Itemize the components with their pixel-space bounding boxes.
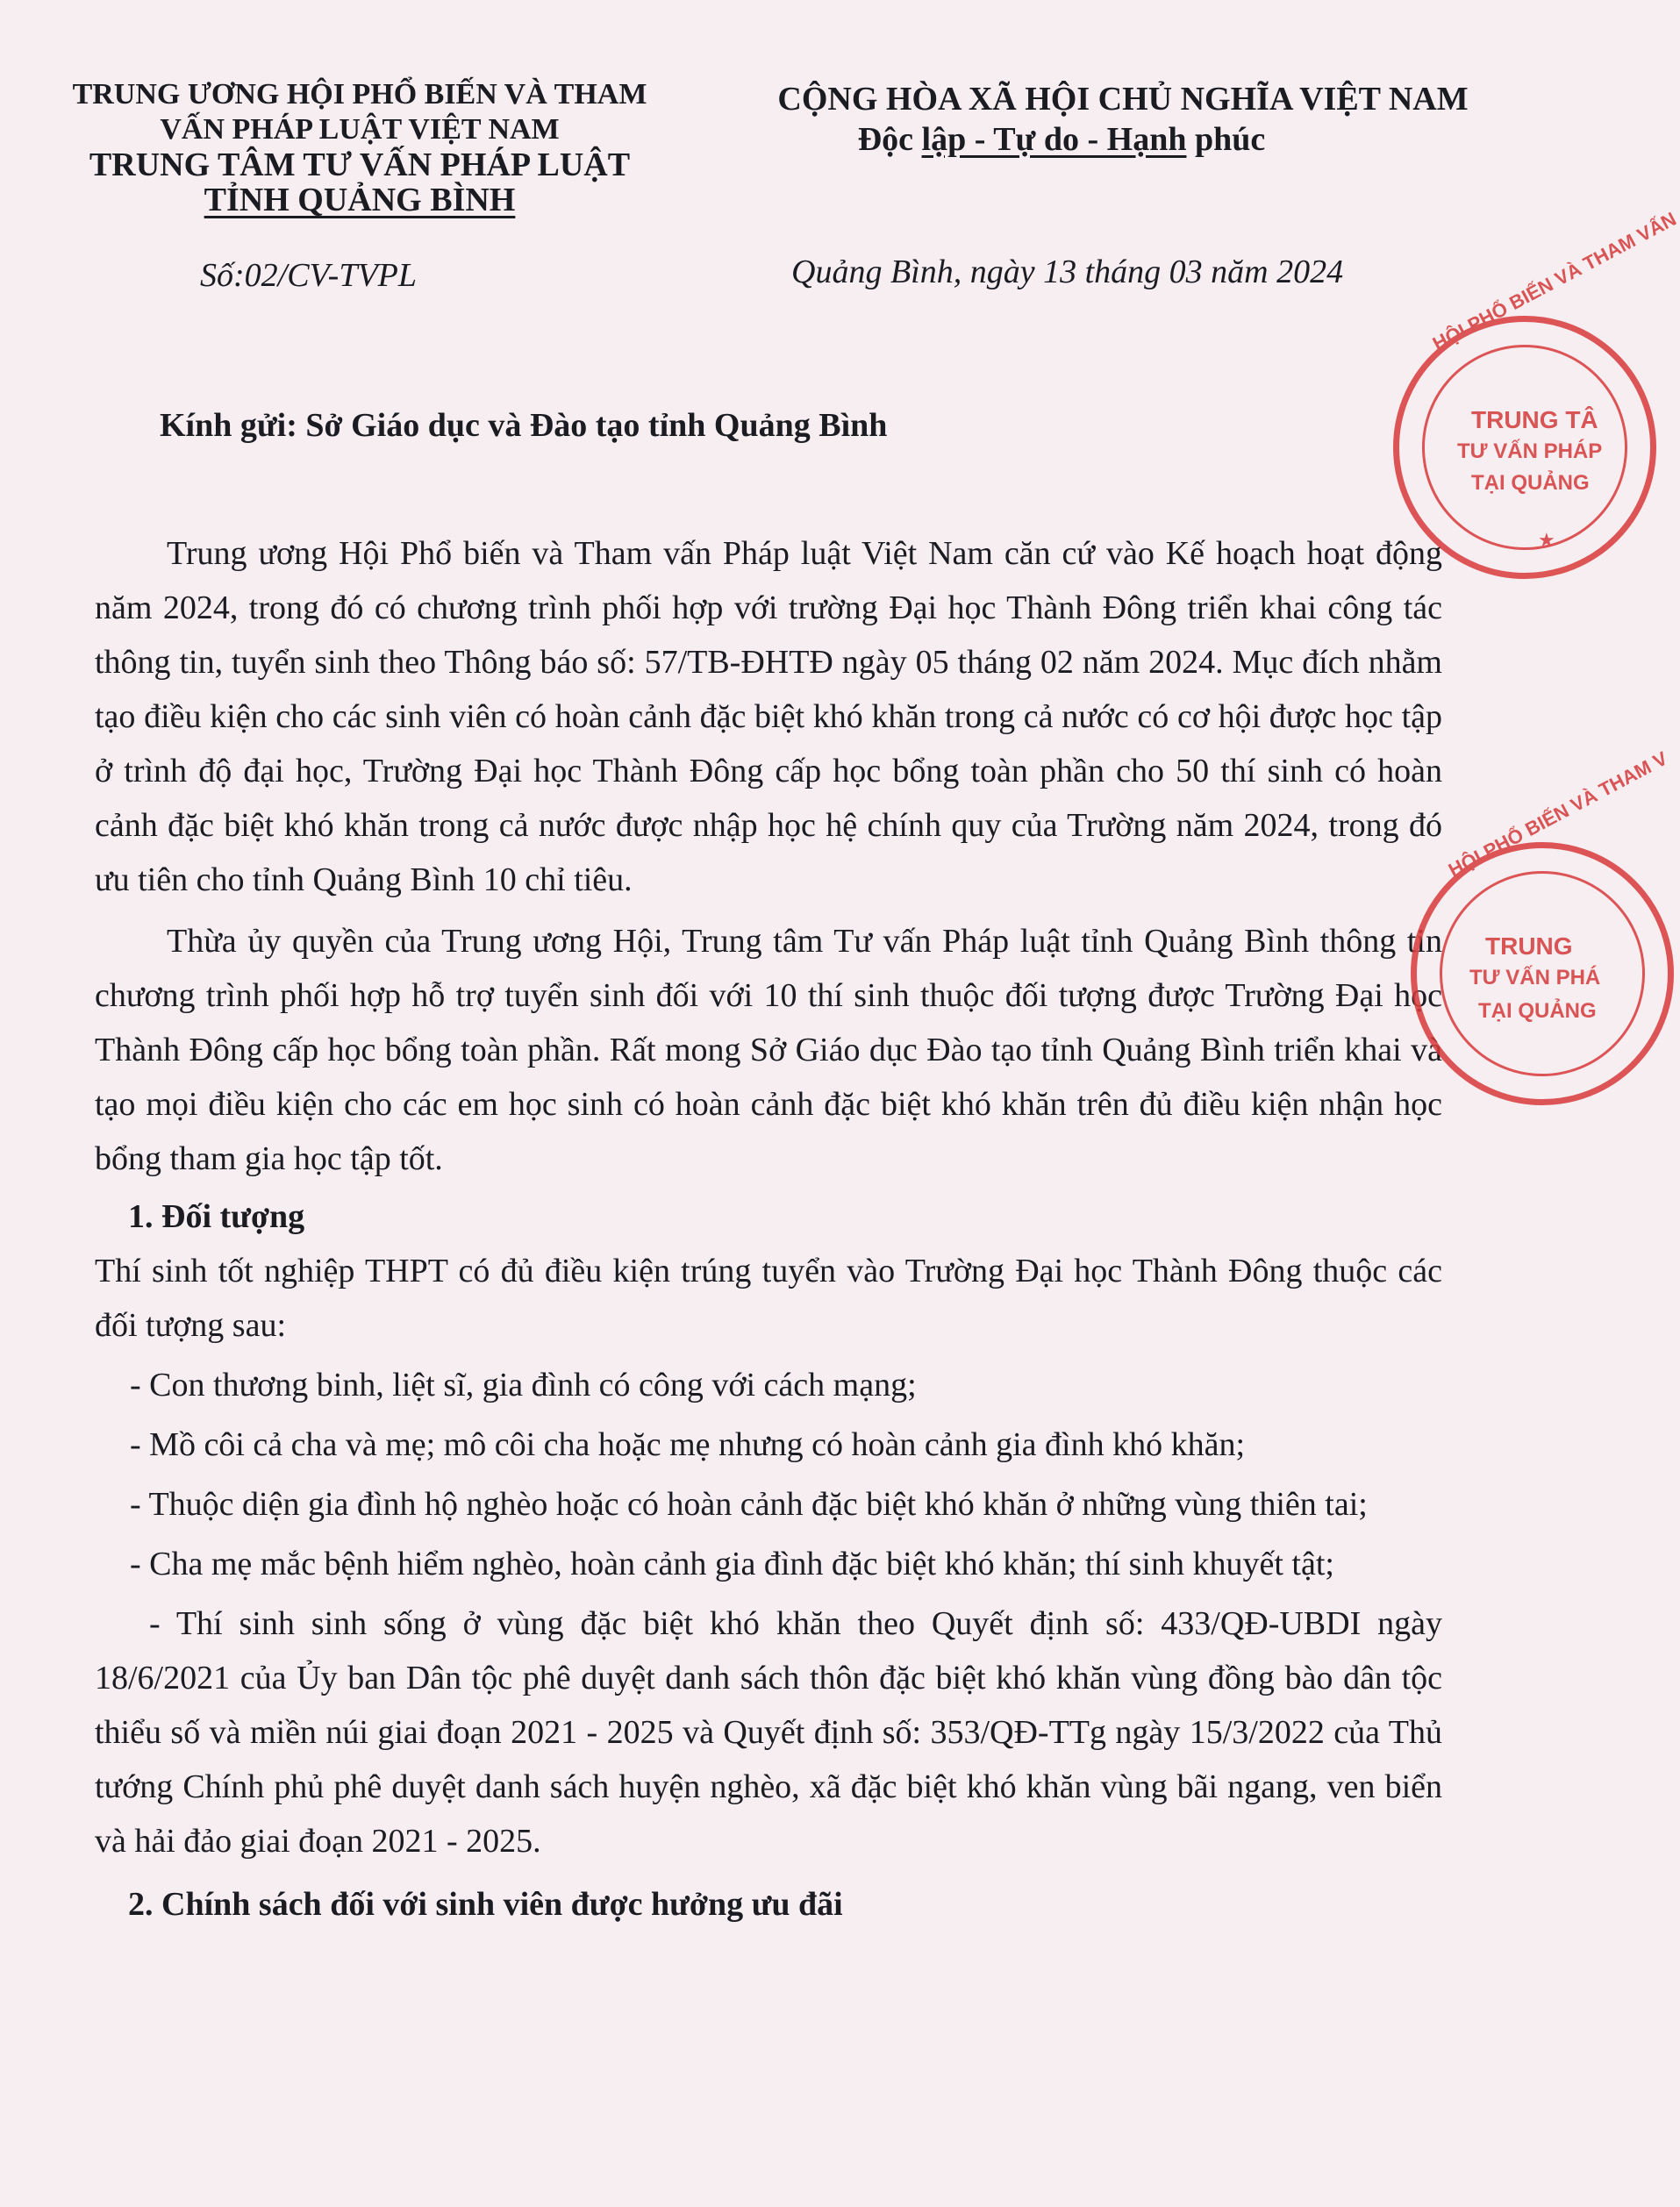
section-1-intro: Thí sinh tốt nghiệp THPT có đủ điều kiện trúng tuyển vào Trường Đại học Thành Đông thuộc các đối tượng sau: — [95, 1253, 1442, 1344]
bullet-item: - Cha mẹ mắc bệnh hiểm nghèo, hoàn cảnh gia đình đặc biệt khó khăn; thí sinh khuyết tật; — [130, 1546, 1334, 1582]
seal-ring-text: HỘI PHỔ BIẾN VÀ THAM VẤN — [1428, 207, 1680, 355]
motto-part-3: phúc — [1186, 121, 1266, 158]
bullet-item: - Thí sinh sinh sống ở vùng đặc biệt khó khăn theo Quyết định số: 433/QĐ-UBDI ngày 18/6/2021 của Ủy ban Dân tộc phê duyệt danh sách thôn đặc biệt khó khăn vùng đồng bào dân tộc thiểu số và miền núi giai đoạn 2021 - 2025 và Quyết định số: 353/QĐ-TTg ngày 15/3/2022 của Thủ tướng Chính phủ phê duyệt danh sách huyện nghèo, xã đặc biệt khó khăn vùng bãi ngang, ven biển và hải đảo giai đoạn 2021 - 2025. — [95, 1605, 1442, 1860]
document-date: Quảng Bình, ngày 13 tháng 03 năm 2024 — [791, 254, 1344, 290]
motto-part-2: lập - Tự do - Hạnh — [921, 121, 1187, 158]
org-line-3: TRUNG TÂM TƯ VẤN PHÁP LUẬT — [89, 146, 631, 183]
document-body — [95, 526, 1442, 1932]
seal-text-line-2: TƯ VẤN PHÁP — [1457, 439, 1603, 463]
section-2-heading: 2. Chính sách đối với sinh viên được hưởng ưu đãi — [128, 1886, 843, 1923]
recipient-line: Kính gửi: Sở Giáo dục và Đào tạo tỉnh Quảng Bình — [160, 407, 888, 444]
seal-text-line-1: TRUNG — [1485, 932, 1573, 960]
org-line-2: VẤN PHÁP LUẬT VIỆT NAM — [160, 113, 560, 146]
seal-text-line-3: TẠI QUẢNG — [1478, 999, 1597, 1023]
nation-motto — [561, 119, 1562, 160]
bullet-item: - Mồ côi cả cha và mẹ; mô côi cha hoặc mẹ nhưng có hoàn cảnh gia đình khó khăn; — [130, 1426, 1246, 1463]
red-seal-stamp — [1411, 746, 1674, 1105]
nation-title: CỘNG HÒA XÃ HỘI CHỦ NGHĨA VIỆT NAM — [777, 81, 1469, 118]
national-heading — [684, 79, 1562, 160]
paragraph-1: Trung ương Hội Phổ biến và Tham vấn Pháp luật Việt Nam căn cứ vào Kế hoạch hoạt động năm 2024, trong đó có chương trình phối hợp với trường Đại học Thành Đông triển khai công tác thông tin, tuyển sinh theo Thông báo số: 57/TB-ĐHTĐ ngày 05 tháng 02 năm 2024. Mục đích nhằm tạo điều kiện cho các sinh viên có hoàn cảnh đặc biệt khó khăn trong cả nước có cơ hội được học tập ở trình độ đại học, Trường Đại học Thành Đông cấp học bổng toàn phần cho 50 thí sinh có hoàn cảnh đặc biệt khó khăn trong cả nước được nhập học hệ chính quy của Trường năm 2024, trong đó ưu tiên cho tỉnh Quảng Bình 10 chỉ tiêu. — [95, 535, 1442, 898]
motto-part-1: Độc — [857, 121, 922, 158]
org-line-1: TRUNG ƯƠNG HỘI PHỔ BIẾN VÀ THAM — [72, 78, 647, 111]
red-seal-stamp — [1393, 207, 1680, 579]
seal-text-line-3: TẠI QUẢNG — [1471, 471, 1590, 495]
document-number: Số:02/CV-TVPL — [200, 257, 418, 294]
seal-text-line-1: TRUNG TÂ — [1471, 406, 1598, 433]
star-icon: ★ — [1538, 529, 1555, 551]
bullet-item: - Con thương binh, liệt sĩ, gia đình có công với cách mạng; — [130, 1367, 917, 1403]
seal-ring-text: HỘI PHỔ BIẾN VÀ THAM V — [1444, 746, 1671, 882]
paragraph-2: Thừa ủy quyền của Trung ương Hội, Trung tâm Tư vấn Pháp luật tỉnh Quảng Bình thông tin chương trình phối hợp hỗ trợ tuyển sinh đối với 10 thí sinh thuộc đối tượng được Trường Đại học Thành Đông cấp học bổng toàn phần. Rất mong Sở Giáo dục Đào tạo tỉnh Quảng Bình triển khai và tạo mọi điều kiện cho các em học sinh có hoàn cảnh đặc biệt khó khăn trên đủ điều kiện nhận học bổng tham gia học tập tốt. — [95, 923, 1442, 1177]
bullet-item: - Thuộc diện gia đình hộ nghèo hoặc có hoàn cảnh đặc biệt khó khăn ở những vùng thiên tai; — [130, 1486, 1368, 1523]
org-line-4 — [48, 182, 671, 218]
section-1-heading: 1. Đối tượng — [128, 1198, 305, 1235]
seal-text-line-2: TƯ VẤN PHÁ — [1469, 966, 1601, 989]
org-line-4-text: TỈNH QUẢNG BÌNH — [204, 182, 516, 218]
